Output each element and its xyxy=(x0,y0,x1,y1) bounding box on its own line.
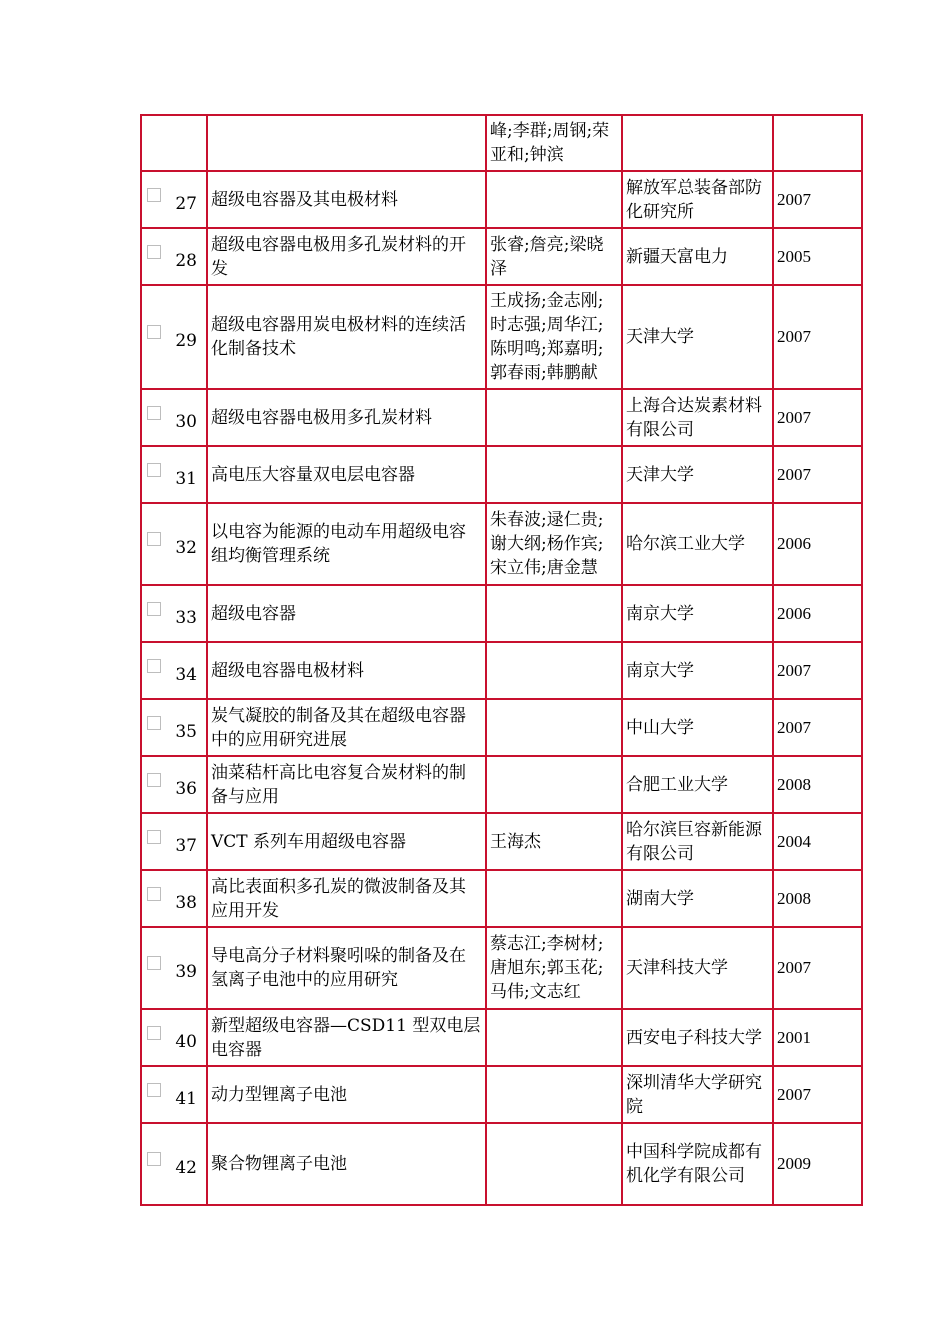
year-text: 2007 xyxy=(777,958,811,977)
table-row xyxy=(141,446,862,503)
year-text: 2006 xyxy=(777,603,811,623)
row-number: 30 xyxy=(175,411,197,432)
org-text: 中国科学院成都有机化学有限公司 xyxy=(626,1142,762,1186)
authors-cell xyxy=(486,813,622,870)
year-cell xyxy=(773,699,862,756)
year-text: 2007 xyxy=(777,717,811,737)
year-text: 2007 xyxy=(777,327,811,346)
table-row xyxy=(141,389,862,446)
year-cell xyxy=(773,115,862,171)
title-cell xyxy=(207,503,486,585)
table-row xyxy=(141,585,862,642)
org-text: 天津大学 xyxy=(626,327,694,347)
year-cell xyxy=(773,756,862,813)
table-row xyxy=(141,1009,862,1066)
year-cell xyxy=(773,503,862,585)
row-number: 34 xyxy=(175,664,197,685)
table-row xyxy=(141,699,862,756)
row-number: 32 xyxy=(175,538,197,558)
table-row xyxy=(141,228,862,285)
org-text: 天津大学 xyxy=(626,464,694,485)
title-text: 导电高分子材料聚吲哚的制备及在氢离子电池中的应用研究 xyxy=(211,946,466,990)
row-number: 31 xyxy=(175,468,197,489)
check-cell xyxy=(141,171,207,228)
check-cell xyxy=(141,285,207,389)
title-text: 超级电容器电极用多孔炭材料 xyxy=(211,407,432,428)
row-number: 33 xyxy=(175,607,197,628)
title-cell xyxy=(207,813,486,870)
row-checkbox[interactable] xyxy=(147,463,161,477)
authors-cell xyxy=(486,446,622,503)
year-cell xyxy=(773,285,862,389)
title-text: 超级电容器用炭电极材料的连续活化制备技术 xyxy=(211,315,466,359)
patent-table-body xyxy=(141,115,862,1205)
org-cell xyxy=(622,115,773,171)
table-row xyxy=(141,927,862,1009)
row-number: 29 xyxy=(175,331,197,351)
row-number: 37 xyxy=(175,835,197,856)
row-number: 39 xyxy=(175,962,197,982)
title-cell xyxy=(207,699,486,756)
title-text: 油菜秸杆高比电容复合炭材料的制备与应用 xyxy=(211,762,466,807)
org-cell xyxy=(622,927,773,1009)
row-number: 28 xyxy=(175,250,197,271)
row-checkbox[interactable] xyxy=(147,830,161,844)
row-checkbox[interactable] xyxy=(147,1152,161,1166)
authors-cell xyxy=(486,642,622,699)
authors-cell xyxy=(486,699,622,756)
table-row xyxy=(141,1066,862,1123)
year-cell xyxy=(773,585,862,642)
org-text: 解放军总装备部防化研究所 xyxy=(626,177,762,222)
row-number: 35 xyxy=(175,721,197,742)
year-text: 2007 xyxy=(777,407,811,427)
check-cell xyxy=(141,503,207,585)
title-text: 超级电容器电极用多孔炭材料的开发 xyxy=(211,234,466,279)
title-text: 以电容为能源的电动车用超级电容组均衡管理系统 xyxy=(211,522,466,566)
org-text: 合肥工业大学 xyxy=(626,774,728,795)
row-checkbox[interactable] xyxy=(147,188,161,202)
org-text: 西安电子科技大学 xyxy=(626,1027,762,1048)
table-row xyxy=(141,1123,862,1205)
year-text: 2007 xyxy=(777,1084,811,1104)
patent-table xyxy=(140,114,863,1206)
year-text: 2009 xyxy=(777,1154,811,1173)
authors-cell xyxy=(486,115,622,171)
authors-cell xyxy=(486,389,622,446)
results-table-wrapper xyxy=(140,114,861,1206)
check-cell xyxy=(141,642,207,699)
row-checkbox[interactable] xyxy=(147,1083,161,1097)
year-cell xyxy=(773,927,862,1009)
check-cell xyxy=(141,870,207,927)
check-cell xyxy=(141,927,207,1009)
year-text: 2005 xyxy=(777,246,811,266)
authors-cell xyxy=(486,870,622,927)
row-number: 42 xyxy=(175,1158,197,1178)
year-cell xyxy=(773,171,862,228)
org-cell xyxy=(622,389,773,446)
authors-cell xyxy=(486,927,622,1009)
title-cell xyxy=(207,389,486,446)
title-cell xyxy=(207,228,486,285)
org-text: 南京大学 xyxy=(626,603,694,624)
authors-text: 张睿;詹亮;梁晓泽 xyxy=(490,234,604,279)
org-text: 湖南大学 xyxy=(626,888,694,909)
authors-cell xyxy=(486,1066,622,1123)
org-cell xyxy=(622,1123,773,1205)
authors-cell xyxy=(486,171,622,228)
title-cell xyxy=(207,446,486,503)
row-number: 27 xyxy=(175,193,197,214)
authors-cell xyxy=(486,1009,622,1066)
authors-cell xyxy=(486,1123,622,1205)
row-checkbox[interactable] xyxy=(147,325,161,339)
org-text: 上海合达炭素材料有限公司 xyxy=(626,395,762,440)
authors-cell xyxy=(486,503,622,585)
check-cell xyxy=(141,756,207,813)
table-row xyxy=(141,503,862,585)
authors-cell xyxy=(486,228,622,285)
year-cell xyxy=(773,1123,862,1205)
check-cell xyxy=(141,813,207,870)
year-cell xyxy=(773,446,862,503)
year-text: 2007 xyxy=(777,660,811,680)
authors-text: 王成扬;金志刚;时志强;周华江;陈明鸣;郑嘉明;郭春雨;韩鹏献 xyxy=(490,291,604,383)
table-row xyxy=(141,756,862,813)
check-cell xyxy=(141,228,207,285)
title-cell xyxy=(207,115,486,171)
year-text: 2004 xyxy=(777,831,811,851)
org-cell xyxy=(622,446,773,503)
check-cell xyxy=(141,446,207,503)
title-text: 高电压大容量双电层电容器 xyxy=(211,464,415,485)
row-number: 36 xyxy=(175,778,197,799)
title-cell xyxy=(207,585,486,642)
table-row xyxy=(141,171,862,228)
row-number: 38 xyxy=(175,892,197,913)
org-cell xyxy=(622,870,773,927)
year-cell xyxy=(773,870,862,927)
org-text: 深圳清华大学研究院 xyxy=(626,1072,762,1117)
org-text: 中山大学 xyxy=(626,717,694,738)
title-cell xyxy=(207,1123,486,1205)
check-cell xyxy=(141,1009,207,1066)
year-text: 2008 xyxy=(777,774,811,794)
org-cell xyxy=(622,585,773,642)
org-cell xyxy=(622,756,773,813)
check-cell xyxy=(141,699,207,756)
org-cell xyxy=(622,171,773,228)
year-text: 2008 xyxy=(777,888,811,908)
org-cell xyxy=(622,699,773,756)
row-checkbox[interactable] xyxy=(147,659,161,673)
title-text: 新型超级电容器—CSD11 型双电层电容器 xyxy=(211,1015,481,1060)
title-cell xyxy=(207,285,486,389)
table-row xyxy=(141,870,862,927)
title-text: VCT 系列车用超级电容器 xyxy=(211,831,407,852)
row-checkbox[interactable] xyxy=(147,602,161,616)
check-cell xyxy=(141,1066,207,1123)
org-text: 哈尔滨巨容新能源有限公司 xyxy=(626,819,762,864)
year-cell xyxy=(773,1066,862,1123)
org-cell xyxy=(622,1009,773,1066)
year-cell xyxy=(773,642,862,699)
authors-text: 王海杰 xyxy=(490,831,541,852)
year-cell xyxy=(773,228,862,285)
title-cell xyxy=(207,171,486,228)
row-checkbox[interactable] xyxy=(147,773,161,787)
authors-cell xyxy=(486,285,622,389)
year-cell xyxy=(773,813,862,870)
year-text: 2007 xyxy=(777,464,811,484)
authors-cell xyxy=(486,585,622,642)
title-cell xyxy=(207,927,486,1009)
org-cell xyxy=(622,1066,773,1123)
title-text: 高比表面积多孔炭的微波制备及其应用开发 xyxy=(211,876,466,921)
check-cell xyxy=(141,1123,207,1205)
check-cell xyxy=(141,585,207,642)
org-cell xyxy=(622,285,773,389)
table-row xyxy=(141,813,862,870)
table-row xyxy=(141,285,862,389)
row-checkbox[interactable] xyxy=(147,1026,161,1040)
title-cell xyxy=(207,870,486,927)
year-text: 2006 xyxy=(777,534,811,553)
title-cell xyxy=(207,756,486,813)
org-cell xyxy=(622,228,773,285)
check-cell xyxy=(141,115,207,171)
org-text: 哈尔滨工业大学 xyxy=(626,534,745,554)
title-cell xyxy=(207,1066,486,1123)
row-checkbox[interactable] xyxy=(147,887,161,901)
title-text: 超级电容器及其电极材料 xyxy=(211,189,398,210)
org-text: 天津科技大学 xyxy=(626,958,728,978)
title-cell xyxy=(207,642,486,699)
title-text: 聚合物锂离子电池 xyxy=(211,1154,347,1174)
row-checkbox[interactable] xyxy=(147,956,161,970)
year-cell xyxy=(773,389,862,446)
title-text: 动力型锂离子电池 xyxy=(211,1084,347,1105)
org-cell xyxy=(622,503,773,585)
title-cell xyxy=(207,1009,486,1066)
org-text: 南京大学 xyxy=(626,660,694,681)
table-row xyxy=(141,642,862,699)
authors-text: 峰;李群;周钢;荣亚和;钟滨 xyxy=(490,121,610,165)
title-text: 炭气凝胶的制备及其在超级电容器中的应用研究进展 xyxy=(211,705,466,750)
row-checkbox[interactable] xyxy=(147,532,161,546)
year-text: 2007 xyxy=(777,189,811,209)
table-row-continued xyxy=(141,115,862,171)
authors-text: 朱春波;逯仁贵;谢大纲;杨作宾;宋立伟;唐金慧 xyxy=(490,510,604,578)
check-cell xyxy=(141,389,207,446)
row-checkbox[interactable] xyxy=(147,716,161,730)
year-text: 2001 xyxy=(777,1027,811,1047)
authors-cell xyxy=(486,756,622,813)
org-text: 新疆天富电力 xyxy=(626,246,728,267)
title-text: 超级电容器电极材料 xyxy=(211,660,364,681)
title-text: 超级电容器 xyxy=(211,603,296,624)
authors-text: 蔡志江;李树材;唐旭东;郭玉花;马伟;文志红 xyxy=(490,934,604,1002)
org-cell xyxy=(622,642,773,699)
row-checkbox[interactable] xyxy=(147,406,161,420)
year-cell xyxy=(773,1009,862,1066)
row-number: 41 xyxy=(175,1088,197,1109)
row-checkbox[interactable] xyxy=(147,245,161,259)
org-cell xyxy=(622,813,773,870)
row-number: 40 xyxy=(175,1031,197,1052)
